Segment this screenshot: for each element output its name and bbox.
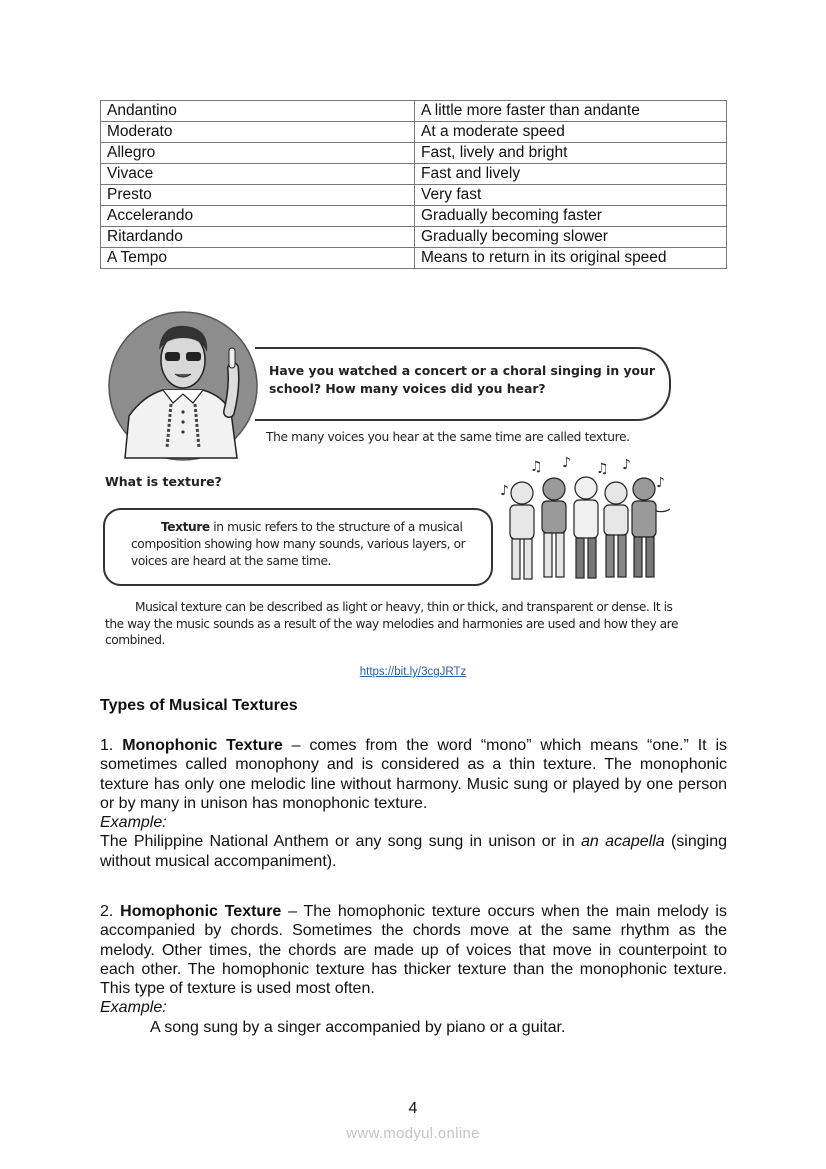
example-text-after: (singing without musical accompaniment). xyxy=(100,833,728,870)
table-row xyxy=(101,185,727,206)
item-description: – The homophonic texture occurs when the main melody is accompanied by chords. Sometimes the chords move at the same rhythm as the melody. Other times, the chords are made up of voices that move in counterpoint to each other. The homophonic texture has thicker texture than the monophonic texture. This type of texture is used most often. xyxy=(100,903,727,998)
table-row xyxy=(101,164,727,185)
item-title: Monophonic Texture xyxy=(122,737,283,754)
svg-text:♪: ♪ xyxy=(656,475,665,491)
what-is-texture-heading: What is texture? xyxy=(105,474,222,489)
tempo-term: Ritardando xyxy=(101,227,415,248)
svg-text:♫: ♫ xyxy=(530,459,543,475)
monophonic-texture-item xyxy=(100,736,727,871)
definition-body: in music refers to the structure of a musical composition showing how many sounds, various layers, or voices are heard at the same time. xyxy=(131,520,466,568)
tempo-meaning: Means to return in its original speed xyxy=(415,248,727,269)
table-row xyxy=(101,143,727,164)
texture-statement: The many voices you hear at the same time are called texture. xyxy=(266,430,630,444)
tempo-term: Vivace xyxy=(101,164,415,185)
table-row xyxy=(101,227,727,248)
musical-description-text: Musical texture can be described as light or heavy, thin or thick, and transparent or dense. It is the way the music sounds as a result of the way melodies and harmonies are used and how they are combined. xyxy=(105,600,678,647)
definition-term: Texture xyxy=(161,520,210,534)
tempo-term: Accelerando xyxy=(101,206,415,227)
tempo-term: Allegro xyxy=(101,143,415,164)
section-heading: Types of Musical Textures xyxy=(100,697,298,714)
svg-text:♫: ♫ xyxy=(596,461,609,477)
tempo-term: A Tempo xyxy=(101,248,415,269)
homophonic-texture-item xyxy=(100,902,727,1037)
page-number: 4 xyxy=(408,1100,418,1117)
svg-text:♪: ♪ xyxy=(562,455,571,471)
svg-text:♪: ♪ xyxy=(500,483,509,499)
musical-texture-description xyxy=(105,599,680,649)
definition-text xyxy=(131,519,476,570)
svg-text:♪: ♪ xyxy=(622,457,631,473)
source-link[interactable]: https://bit.ly/3cgJRTz xyxy=(359,666,467,678)
tempo-meaning: Gradually becoming faster xyxy=(415,206,727,227)
choir-illustration-icon xyxy=(492,455,672,590)
table-row xyxy=(101,122,727,143)
watermark: www.modyul.online xyxy=(346,1125,480,1142)
tempo-term: Moderato xyxy=(101,122,415,143)
tempo-term: Andantino xyxy=(101,101,415,122)
tempo-meaning: Fast and lively xyxy=(415,164,727,185)
tempo-term: Presto xyxy=(101,185,415,206)
tempo-meaning: Gradually becoming slower xyxy=(415,227,727,248)
item-description: – comes from the word “mono” which means “one.” It is sometimes called monophony and is considered as a thin texture. The monophonic texture has only one melodic line without harmony. Music sung or played by one person or by many in unison has monophonic texture. xyxy=(100,737,727,812)
question-text: Have you watched a concert or a choral singing in your school? How many voices did you hear? xyxy=(269,363,655,396)
example-text-italic: an acapella xyxy=(581,833,665,851)
example-label: Example: xyxy=(100,999,167,1017)
tempo-meaning: Very fast xyxy=(415,185,727,206)
item-number: 2. xyxy=(100,903,114,920)
table-row xyxy=(101,248,727,269)
texture-illustration xyxy=(100,305,680,650)
definition-box xyxy=(103,508,493,586)
item-number: 1. xyxy=(100,737,114,754)
example-text: A song sung by a singer accompanied by piano or a guitar. xyxy=(150,1018,566,1036)
tempo-meaning: At a moderate speed xyxy=(415,122,727,143)
table-row xyxy=(101,206,727,227)
tempo-table xyxy=(100,100,727,269)
example-text-before: The Philippine National Anthem or any song sung in unison or in xyxy=(100,833,581,851)
teacher-illustration-icon xyxy=(103,308,263,463)
tempo-meaning: Fast, lively and bright xyxy=(415,143,727,164)
example-label: Example: xyxy=(100,814,167,832)
table-row xyxy=(101,101,727,122)
tempo-meaning: A little more faster than andante xyxy=(415,101,727,122)
item-title: Homophonic Texture xyxy=(120,903,282,920)
question-bubble xyxy=(255,347,671,421)
